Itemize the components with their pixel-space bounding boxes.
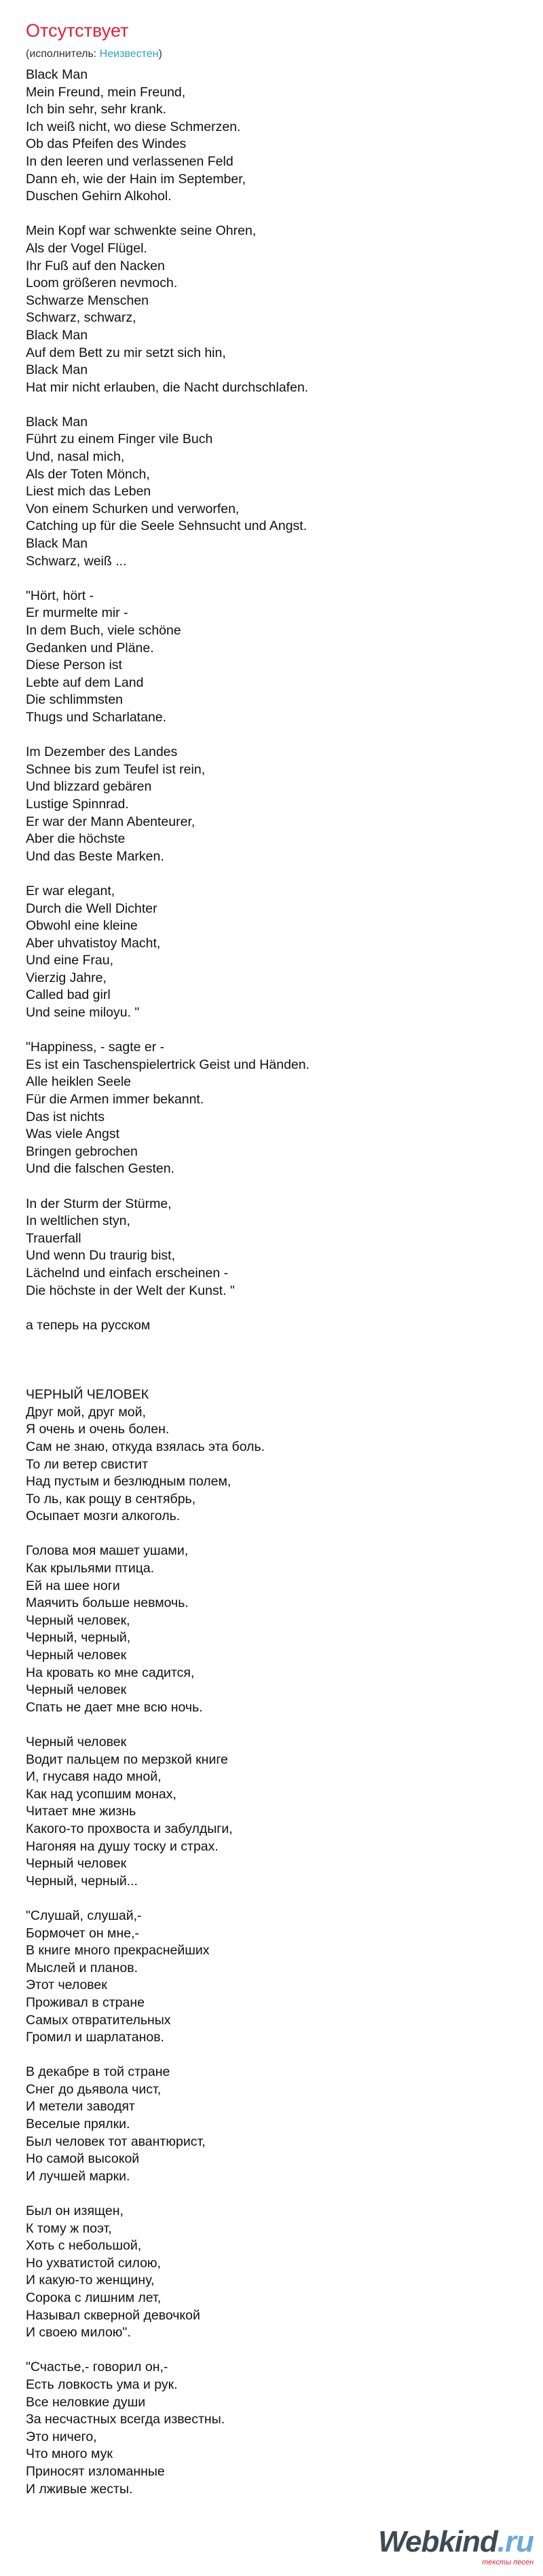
artist-link[interactable]: Неизвестен	[99, 48, 159, 60]
subtitle-prefix: (исполнитель:	[26, 48, 100, 60]
song-title: Отсутствует	[26, 20, 129, 41]
logo-wordmark	[378, 2527, 533, 2557]
logo-part2: .ru	[497, 2525, 533, 2558]
lyrics-text: Black Man Mein Freund, mein Freund, Ich bin sehr, sehr krank. Ich weiß nicht, wo diese Schmerzen. Ob das Pfeifen des Windes In den leeren und verlassenen Feld Dann eh, wie der Hain im September, Duschen Gehirn Alkohol. Mein Kopf war schwenkte seine Ohren, Als der Vogel Flügel. Ihr Fuß auf den Nacken Loom größeren nevmoch. Schwarze Menschen Schwarz, schwarz, Black Man Auf dem Bett zu mir setzt sich hin, Black Man Hat mir nicht erlauben, die Nacht durchschlafen. Black Man Führt zu einem Finger vile Buch Und, nasal mich, Als der Toten Mönch, Liest mich das Leben Von einem Schurken und verworfen, Catching up für die Seele Sehnsucht und Angst. Black Man Schwarz, weiß ... "Hört, hört - Er murmelte mir - In dem Buch, viele schöne Gedanken und Pläne. Diese Person ist Lebte auf dem Land Die schlimmsten Thugs und Scharlatane. Im Dezember des Landes Schnee bis zum Teufel ist rein, Und blizzard gebären Lustige Spinnrad. Er war der Mann Abenteurer, Aber die höchste Und das Beste Marken. Er war elegant, Durch die Well Dichter Obwohl eine kleine Aber uhvatistoy Macht, Und eine Frau, Vierzig Jahre, Called bad girl Und seine miloyu. " "Happiness, - sagte er - Es ist ein Taschenspielertrick Geist und Händen. Alle heiklen Seele Für die Armen immer bekannt. Das ist nichts Was viele Angst Bringen gebrochen Und die falschen Gesten. In der Sturm der Stürme, In weltlichen styn, Trauerfall Und wenn Du traurig bist, Lächelnd und einfach erscheinen - Die höchste in der Welt der Kunst. " а теперь на русском ЧЕРНЫЙ ЧЕЛОВЕК Друг мой, друг мой, Я очень и очень болен. Сам не знаю, откуда взялась эта боль. То ли ветер свистит Над пустым и безлюдным полем, То ль, как рощу в сентябрь, Осыпает мозги алкоголь. Голова моя машет ушами, Как крыльями птица. Ей на шее ноги Маячить больше невмочь. Черный человек, Черный, черный, Черный человек На кровать ко мне садится, Черный человек Спать не дает мне всю ночь. Черный человек Водит пальцем по мерзкой книге И, гнусавя надо мной, Как над усопшим монах, Читает мне жизнь Какого-то прохвоста и забулдыги, Нагоняя на душу тоску и страх. Черный человек Черный, черный... "Слушай, слушай,- Бормочет он мне,- В книге много прекраснейших Мыслей и планов. Этот человек Проживал в стране Самых отвратительных Громил и шарлатанов. В декабре в той стране Снег до дьявола чист, И метели заводят Веселые прялки. Был человек тот авантюрист, Но самой высокой И лучшей марки. Был он изящен, К тому ж поэт, Хоть с небольшой, Но ухватистой силою, И какую-то женщину, Сорока с лишним лет, Называл скверной девочкой И своею милою". "Счастье,- говорил он,- Есть ловкость ума и рук. Все неловкие души За несчастных всегда известны. Это ничего, Что много мук Приносят изломанные И лживые жесты.	[26, 67, 310, 2497]
site-logo[interactable]	[378, 2527, 533, 2566]
subtitle-suffix: )	[158, 48, 162, 60]
logo-tagline: тексты песен	[482, 2558, 533, 2566]
logo-part1: Webkind	[378, 2525, 498, 2558]
song-subtitle	[26, 48, 517, 61]
